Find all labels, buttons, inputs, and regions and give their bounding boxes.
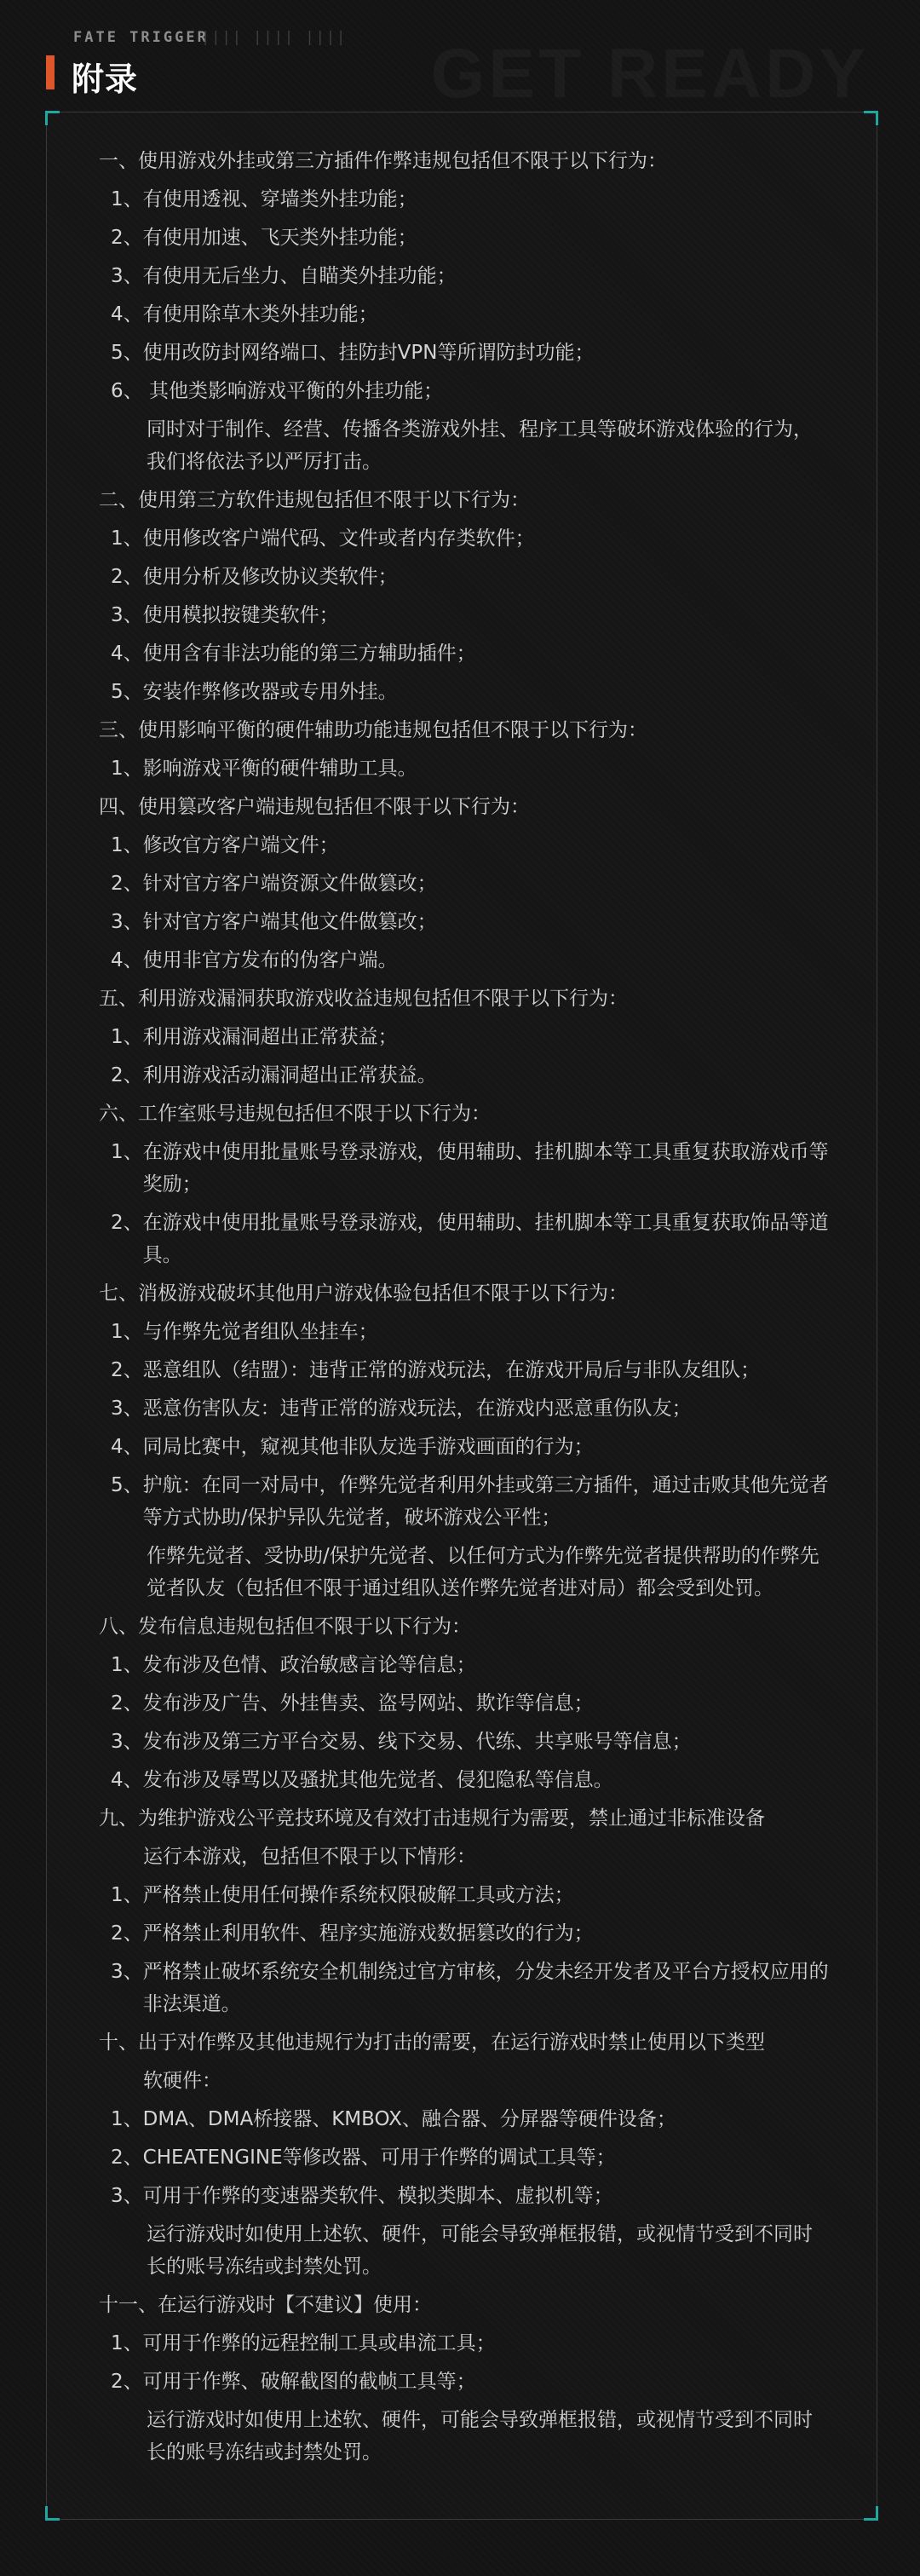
list-item [99,1316,831,1348]
list-item-number: 1、 [111,2108,143,2130]
list-item-text: 与作弊先觉者组队坐挂车； [142,1321,378,1343]
list-item [99,2327,831,2360]
note-paragraph: 运行游戏时如使用上述软、硬件，可能会导致弹框报错，或视情节受到不同时长的账号冻结或封禁处罚。 [147,2223,813,2278]
list-item-text: 使用修改客户端代码、文件或者内存类软件； [142,527,535,550]
section-heading: 四、使用篡改客户端违规包括但不限于以下行为： [99,796,530,818]
note-paragraph: 同时对于制作、经营、传播各类游戏外挂、程序工具等破坏游戏体验的行为，我们将依法予以严厉打击。 [147,418,813,473]
list-item-text: 护航：在同一对局中，作弊先觉者利用外挂或第三方插件，通过击败其他先觉者等方式协助/保护异队先觉者，破坏游戏公平性； [142,1474,829,1529]
list-item-text: 可用于作弊的变速器类软件、模拟类脚本、虚拟机等； [142,2185,613,2207]
list-item-number: 4、 [111,1769,143,1791]
list-item-number: 3、 [111,2185,143,2207]
list-item-text: 可用于作弊、破解截图的截帧工具等； [142,2371,476,2393]
list-item-number: 1、 [111,527,143,550]
brand-label: FATE TRIGGER [73,29,209,46]
list-item [99,298,831,331]
list-item-number: 1、 [111,2332,143,2354]
frame-corner-top-left [45,111,60,125]
list-item-text: 有使用透视、穿墙类外挂功能； [142,188,417,210]
list-item [99,522,831,555]
frame-corner-top-right [864,111,878,125]
list-item-text: 恶意组队（结盟）：违背正常的游戏玩法，在游戏开局后与非队友组队； [142,1359,761,1381]
list-item-text: DMA、DMA桥接器、KMBOX、融合器、分屏器等硬件设备； [142,2108,676,2130]
section-heading: 八、发布信息违规包括但不限于以下行为： [99,1616,471,1638]
list-item [99,1764,831,1796]
list-item [99,1431,831,1463]
list-item-number: 1、 [111,188,143,210]
list-item-number: 1、 [111,758,143,780]
list-item-number: 2、 [111,1359,143,1381]
list-item-number: 6、 [111,380,149,402]
list-item [99,944,831,977]
list-item-number: 1、 [111,834,143,856]
list-item-text: 针对官方客户端其他文件做篡改； [142,911,437,933]
page-header [0,0,920,109]
list-item-number: 3、 [111,911,143,933]
list-item-text: 安装作弊修改器或专用外挂。 [142,681,398,703]
frame-corner-bottom-right [864,2506,878,2521]
list-item [99,1021,831,1053]
section-heading: 二、使用第三方软件违规包括但不限于以下行为： [99,489,530,511]
list-item-text: 恶意伤害队友：违背正常的游戏玩法，在游戏内恶意重伤队友； [142,1397,692,1420]
list-item-number: 2、 [111,2147,143,2169]
list-item-text: 针对官方客户端资源文件做篡改； [142,873,437,895]
list-item-text: 严格禁止使用任何操作系统权限破解工具或方法； [142,1884,574,1906]
background-watermark [431,34,869,114]
list-item-number: 3、 [111,604,143,626]
list-item [99,637,831,670]
brand-decoration: |||| |||| |||| [201,29,348,46]
list-item-number: 2、 [111,1922,143,1945]
list-item [99,2180,831,2212]
list-item-number: 2、 [111,873,143,895]
section-heading: 六、工作室账号违规包括但不限于以下行为： [99,1103,491,1125]
list-item-text: 影响游戏平衡的硬件辅助工具。 [142,758,417,780]
list-item [99,1059,831,1092]
list-item-text: 发布涉及广告、外挂售卖、盗号网站、欺诈等信息； [142,1692,594,1714]
list-item-number: 1、 [111,1884,143,1906]
list-item [99,1207,831,1271]
list-item-number: 3、 [111,1961,143,1983]
section-heading: 十、出于对作弊及其他违规行为打击的需要，在运行游戏时禁止使用以下类型 [99,2031,765,2054]
list-item [99,337,831,369]
page-title: 附录 [72,61,139,98]
list-item [99,1649,831,1681]
list-item-number: 2、 [111,1212,143,1234]
list-item [99,183,831,216]
frame-corner-bottom-left [45,2506,60,2521]
note-paragraph: 运行游戏时如使用上述软、硬件，可能会导致弹框报错，或视情节受到不同时长的账号冻结或封禁处罚。 [147,2409,813,2464]
list-item-text: 发布涉及辱骂以及骚扰其他先觉者、侵犯隐私等信息。 [142,1769,613,1791]
list-item-text: 有使用加速、飞天类外挂功能； [142,227,417,249]
list-item [99,260,831,292]
list-item-text: 在游戏中使用批量账号登录游戏，使用辅助、挂机脚本等工具重复获取饰品等道具。 [142,1212,829,1266]
list-item-number: 5、 [111,342,143,364]
section-heading-continued: 运行本游戏，包括但不限于以下情形： [143,1846,476,1868]
title-accent-bar [46,55,55,89]
list-item-number: 4、 [111,643,143,665]
list-item-number: 1、 [111,1026,143,1048]
list-item-number: 3、 [111,1731,143,1753]
list-item [99,599,831,631]
list-item-number: 5、 [111,681,143,703]
list-item [99,2366,831,2398]
list-item-text: 使用分析及修改协议类软件； [142,566,398,588]
list-item [99,2141,831,2174]
list-item-text: 利用游戏漏洞超出正常获益； [142,1026,398,1048]
list-item-number: 1、 [111,1141,143,1163]
list-item [99,1354,831,1386]
rules-content [99,145,831,2475]
list-item [99,752,831,785]
list-item-text: 其他类影响游戏平衡的外挂功能； [148,380,443,402]
list-item [99,867,831,900]
list-item-number: 2、 [111,2371,143,2393]
list-item-number: 2、 [111,1692,143,1714]
list-item [99,375,831,407]
list-item-number: 2、 [111,566,143,588]
list-item-text: 同局比赛中，窥视其他非队友选手游戏画面的行为； [142,1436,594,1458]
section-heading: 七、消极游戏破坏其他用户游戏体验包括但不限于以下行为： [99,1282,628,1305]
section-heading: 三、使用影响平衡的硬件辅助功能违规包括但不限于以下行为： [99,719,647,741]
list-item [99,1687,831,1720]
section-heading: 九、为维护游戏公平竞技环境及有效打击违规行为需要，禁止通过非标准设备 [99,1807,765,1830]
list-item-text: CHEATENGINE等修改器、可用于作弊的调试工具等； [142,2147,616,2169]
list-item-text: 利用游戏活动漏洞超出正常获益。 [142,1064,437,1086]
section-heading: 五、利用游戏漏洞获取游戏收益违规包括但不限于以下行为： [99,988,628,1010]
note-paragraph: 作弊先觉者、受协助/保护先觉者、以任何方式为作弊先觉者提供帮助的作弊先觉者队友（包括但不限于通过组队送作弊先觉者进对局）都会受到处罚。 [147,1545,819,1599]
list-item-text: 可用于作弊的远程控制工具或串流工具； [142,2332,496,2354]
section-heading: 一、使用游戏外挂或第三方插件作弊违规包括但不限于以下行为： [99,150,667,172]
list-item-number: 4、 [111,949,143,971]
list-item-number: 4、 [111,1436,143,1458]
list-item-number: 3、 [111,265,143,287]
list-item-text: 有使用除草木类外挂功能； [142,303,378,326]
list-item [99,1136,831,1201]
list-item [99,2103,831,2135]
list-item [99,1392,831,1425]
list-item-number: 1、 [111,1654,143,1676]
list-item [99,222,831,254]
list-item-number: 4、 [111,303,143,326]
list-item-text: 修改官方客户端文件； [142,834,339,856]
list-item-text: 有使用无后坐力、自瞄类外挂功能； [142,265,457,287]
section-heading-continued: 软硬件： [143,2070,221,2092]
list-item-number: 5、 [111,1474,143,1496]
list-item-number: 2、 [111,1064,143,1086]
list-item-text: 发布涉及第三方平台交易、线下交易、代练、共享账号等信息； [142,1731,692,1753]
list-item-text: 严格禁止利用软件、程序实施游戏数据篡改的行为； [142,1922,594,1945]
list-item [99,1956,831,2020]
list-item [99,906,831,938]
list-item-text: 使用模拟按键类软件； [142,604,339,626]
list-item-number: 2、 [111,227,143,249]
section-heading: 十一、在运行游戏时【不建议】使用： [99,2294,432,2316]
list-item [99,1469,831,1534]
list-item-text: 严格禁止破坏系统安全机制绕过官方审核，分发未经开发者及平台方授权应用的非法渠道。 [142,1961,829,2015]
list-item [99,561,831,593]
list-item [99,1879,831,1911]
list-item-text: 使用改防封网络端口、挂防封VPN等所谓防封功能； [142,342,595,364]
list-item [99,829,831,862]
list-item-text: 使用含有非法功能的第三方辅助插件； [142,643,476,665]
list-item [99,1917,831,1950]
list-item [99,676,831,708]
list-item-text: 在游戏中使用批量账号登录游戏，使用辅助、挂机脚本等工具重复获取游戏币等奖励； [142,1141,829,1196]
list-item-number: 1、 [111,1321,143,1343]
list-item [99,1726,831,1758]
list-item-text: 发布涉及色情、政治敏感言论等信息； [142,1654,476,1676]
list-item-text: 使用非官方发布的伪客户端。 [142,949,398,971]
list-item-number: 3、 [111,1397,143,1420]
